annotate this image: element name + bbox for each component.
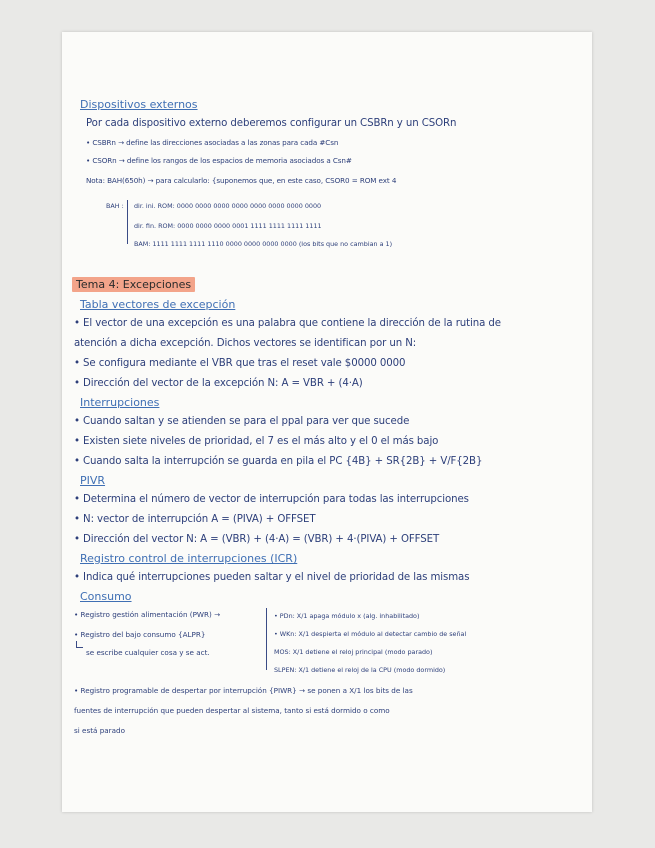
text-line: • Cuando saltan y se atienden se para el ppal para ver que sucede <box>74 416 410 427</box>
text-line: atención a dicha excepción. Dichos vectores se identifican por un N: <box>74 338 417 349</box>
text-line: • El vector de una excepción es una palabra que contiene la dirección de la rutina de <box>74 318 501 329</box>
text-line: Nota: BAH(650h) → para calcularlo: {suponemos que, en este caso, CSOR0 = ROM ext 4 <box>86 176 397 185</box>
text-line: • Registro del bajo consumo {ALPR} <box>74 630 206 639</box>
notebook-page <box>62 32 592 812</box>
heading-pivr: PIVR <box>80 474 106 487</box>
hook-arrow <box>76 641 83 648</box>
text-line: • Registro gestión alimentación (PWR) → <box>74 610 221 619</box>
bah-line: dir. ini. ROM: 0000 0000 0000 0000 0000 0000 0000 0000 <box>134 202 322 210</box>
option-line: SLPEN: X/1 detiene el reloj de la CPU (modo dormido) <box>274 666 446 674</box>
bah-label: BAH : <box>106 202 124 210</box>
text-line: • Cuando salta la interrupción se guarda en pila el PC {4B} + SR{2B} + V/F{2B} <box>74 456 483 467</box>
text-line: • Existen siete niveles de prioridad, el 7 es el más alto y el 0 el más bajo <box>74 436 439 447</box>
option-line: • PDn: X/1 apaga módulo x (alg. inhabilitado) <box>274 612 420 620</box>
text-line: se escribe cualquier cosa y se act. <box>86 648 210 657</box>
text-line: • Indica qué interrupciones pueden saltar y el nivel de prioridad de las mismas <box>74 572 470 583</box>
bah-line: BAM: 1111 1111 1111 1110 0000 0000 0000 0000 (los bits que no cambian a 1) <box>134 240 393 248</box>
text-line: • CSORn → define los rangos de los espacios de memoria asociados a Csn# <box>86 156 352 165</box>
text-line: fuentes de interrupción que pueden despertar al sistema, tanto si está dormido o como <box>74 706 390 715</box>
heading-tabla-vectores: Tabla vectores de excepción <box>80 298 236 311</box>
text-line: • Determina el número de vector de interrupción para todas las interrupciones <box>74 494 469 505</box>
text-line: • Registro programable de despertar por interrupción {PIWR} → se ponen a X/1 los bits de las <box>74 686 413 695</box>
bah-line: dir. fin. ROM: 0000 0000 0000 0001 1111 1111 1111 1111 <box>134 222 322 230</box>
tema-heading: Tema 4: Excepciones <box>72 277 195 292</box>
text-line: • Se configura mediante el VBR que tras el reset vale $0000 0000 <box>74 358 406 369</box>
heading-interrupciones: Interrupciones <box>80 396 160 409</box>
brace <box>266 608 267 670</box>
heading-dispositivos-externos: Dispositivos externos <box>80 98 198 111</box>
text-line: • N: vector de interrupción A = (PIVA) + OFFSET <box>74 514 316 525</box>
text-line: • Dirección del vector N: A = (VBR) + (4·A) = (VBR) + 4·(PIVA) + OFFSET <box>74 534 440 545</box>
option-line: • WKn: X/1 despierta el módulo al detectar cambio de señal <box>274 630 467 638</box>
text-line: si está parado <box>74 726 125 735</box>
text-line: • Dirección del vector de la excepción N: A = VBR + (4·A) <box>74 378 363 389</box>
heading-consumo: Consumo <box>80 590 132 603</box>
brace <box>127 200 128 244</box>
text-line: Por cada dispositivo externo deberemos configurar un CSBRn y un CSORn <box>86 118 457 129</box>
heading-registro-icr: Registro control de interrupciones (ICR) <box>80 552 298 565</box>
text-line: • CSBRn → define las direcciones asociadas a las zonas para cada #Csn <box>86 138 339 147</box>
option-line: MOS: X/1 detiene el reloj principal (modo parado) <box>274 648 433 656</box>
